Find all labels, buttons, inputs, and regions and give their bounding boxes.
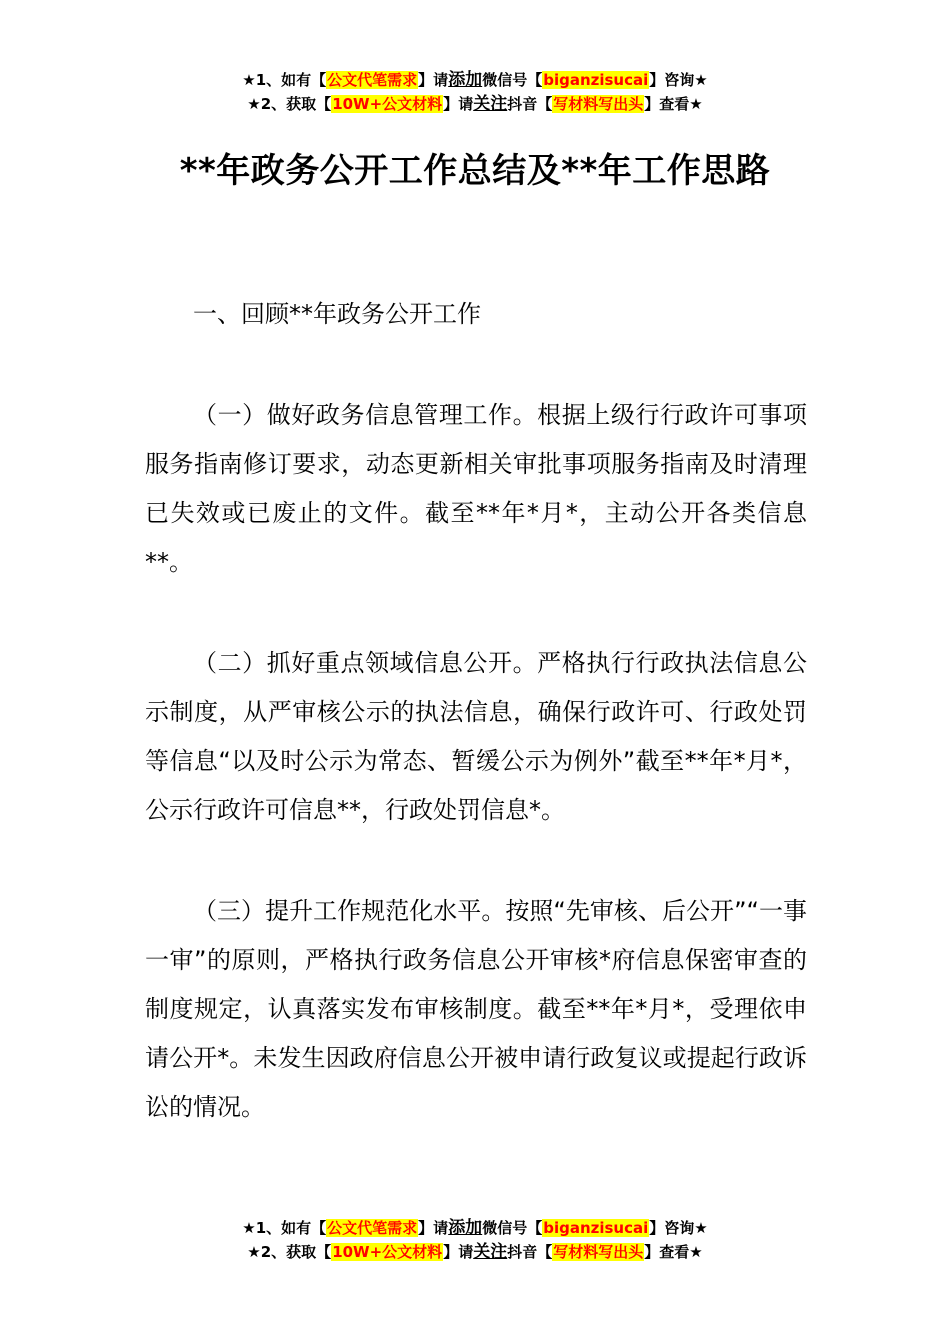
highlight-materials: 10W+公文材料 bbox=[332, 95, 443, 113]
banner-line-1: ★1、如有【公文代笔需求】请添加微信号【biganzisucai】咨询★ bbox=[242, 70, 708, 90]
section-heading: 一、回顾**年政务公开工作 bbox=[193, 300, 481, 328]
document-body bbox=[145, 290, 807, 1132]
footer-highlight-service: 公文代笔需求 bbox=[327, 1219, 418, 1237]
footer-highlight-materials: 10W+公文材料 bbox=[332, 1243, 443, 1261]
highlight-service: 公文代笔需求 bbox=[327, 71, 418, 89]
footer-banner-line-2: ★2、获取【10W+公文材料】请关注抖音【写材料写出头】查看★ bbox=[247, 1242, 703, 1262]
highlight-douyin-id: 写材料写出头 bbox=[553, 95, 644, 113]
paragraph-1: （一）做好政务信息管理工作。根据上级行行政许可事项服务指南修订要求，动态更新相关审批事项服务指南及时清理已失效或已废止的文件。截至**年*月*，主动公开各类信息**。 bbox=[145, 401, 807, 576]
footer-highlight-wechat-id: biganzisucai bbox=[543, 1219, 649, 1237]
document-title: **年政务公开工作总结及**年工作思路 bbox=[179, 151, 771, 191]
paragraph-2: （二）抓好重点领域信息公开。严格执行行政执法信息公示制度，从严审核公示的执法信息，确保行政许可、行政处罚等信息“以及时公示为常态、暂缓公示为例外”截至**年*月*，公示行政许可信息**，行政处罚信息*。 bbox=[145, 649, 807, 824]
footer-banner-line-1: ★1、如有【公文代笔需求】请添加微信号【biganzisucai】咨询★ bbox=[242, 1218, 708, 1238]
banner-line-2: ★2、获取【10W+公文材料】请关注抖音【写材料写出头】查看★ bbox=[247, 94, 703, 114]
header-banner bbox=[0, 68, 950, 116]
footer-highlight-douyin-id: 写材料写出头 bbox=[553, 1243, 644, 1261]
footer-banner bbox=[0, 1216, 950, 1264]
highlight-wechat-id: biganzisucai bbox=[543, 71, 649, 89]
paragraph-3: （三）提升工作规范化水平。按照“先审核、后公开”“一事一审”的原则，严格执行政务信息公开审核*府信息保密审查的制度规定，认真落实发布审核制度。截至**年*月*，受理依申请公开*。未发生因政府信息公开被申请行政复议或提起行政诉讼的情况。 bbox=[145, 897, 807, 1121]
